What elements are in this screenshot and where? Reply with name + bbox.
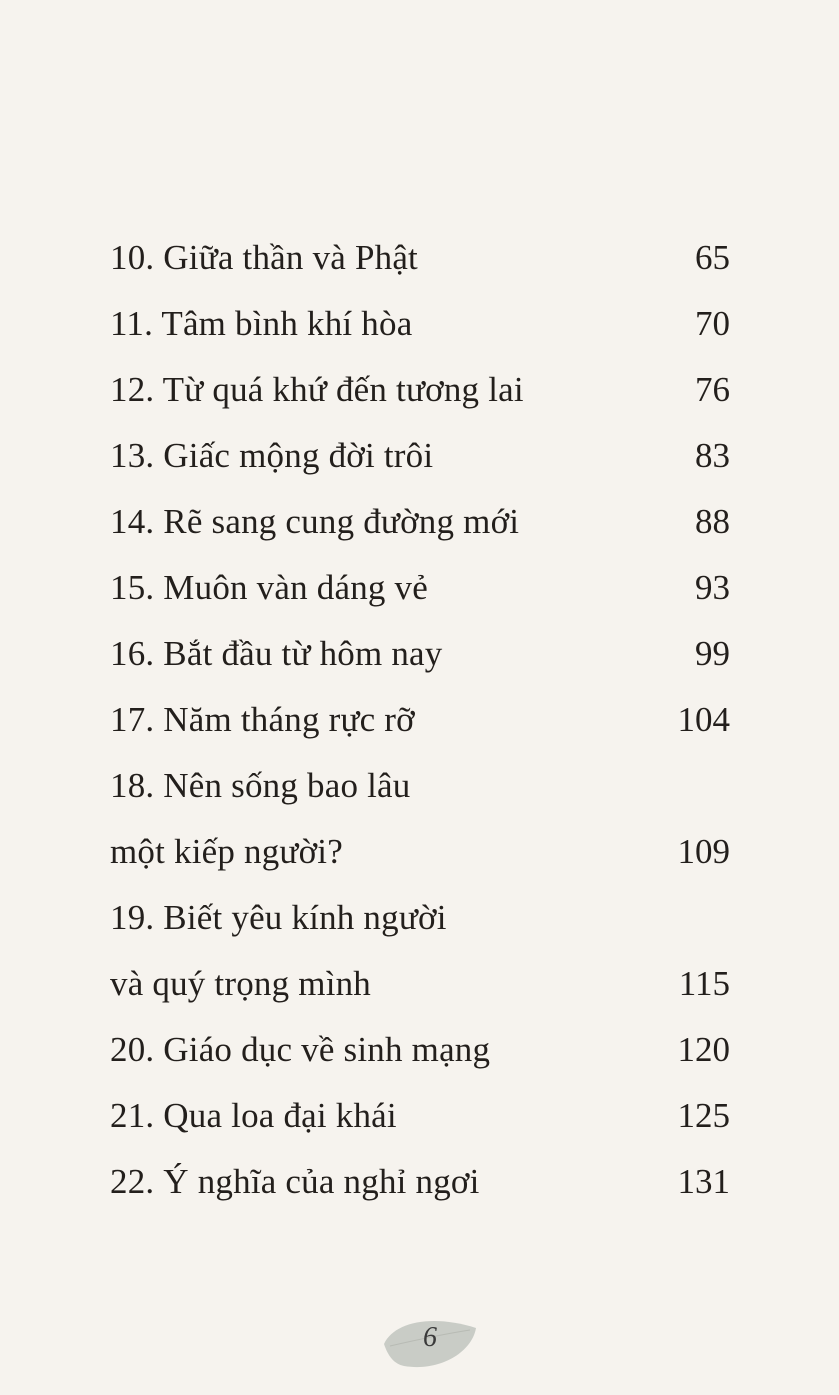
toc-entry-page: 125	[677, 1096, 730, 1135]
toc-entry-title: 13. Giấc mộng đời trôi	[110, 436, 434, 475]
toc-entry	[110, 621, 730, 687]
toc-entry-title: 20. Giáo dục về sinh mạng	[110, 1030, 491, 1069]
toc-entry	[110, 885, 730, 1017]
toc-entry-title: 15. Muôn vàn dáng vẻ	[110, 568, 428, 607]
toc-entry	[110, 1083, 730, 1149]
toc-entry-title: 11. Tâm bình khí hòa	[110, 304, 413, 343]
toc-entry-page: 115	[678, 964, 730, 1003]
toc-entry	[110, 753, 730, 885]
toc-entry-title: 16. Bắt đầu từ hôm nay	[110, 634, 443, 673]
toc-entry	[110, 225, 730, 291]
toc-entry	[110, 291, 730, 357]
toc-entry-title: 10. Giữa thần và Phật	[110, 238, 418, 277]
toc-entry-page: 88	[695, 502, 730, 541]
toc-entry-page: 70	[695, 304, 730, 343]
toc-entry-title: 12. Từ quá khứ đến tương lai	[110, 370, 524, 409]
toc-entry-title: 18. Nên sống bao lâu một kiếp người?	[110, 766, 411, 871]
toc-entry-page: 76	[695, 370, 730, 409]
toc-entry-page: 93	[695, 568, 730, 607]
toc-entry	[110, 489, 730, 555]
toc-entry-page: 65	[695, 238, 730, 277]
toc-entry-title: 19. Biết yêu kính người và quý trọng mình	[110, 898, 447, 1003]
page-number: 6	[423, 1322, 437, 1353]
toc-entry-page: 83	[695, 436, 730, 475]
page-number-ornament	[380, 1314, 480, 1372]
toc-entry-page: 131	[677, 1162, 730, 1201]
toc-entry	[110, 357, 730, 423]
toc-entry	[110, 555, 730, 621]
toc-entry	[110, 1149, 730, 1215]
toc-entry-page: 99	[695, 634, 730, 673]
toc-entry-title: 17. Năm tháng rực rỡ	[110, 700, 415, 739]
toc-entry	[110, 423, 730, 489]
toc-entry-page: 109	[677, 832, 730, 871]
toc-entry-page: 120	[677, 1030, 730, 1069]
toc-entry-title: 21. Qua loa đại khái	[110, 1096, 397, 1135]
table-of-contents	[110, 225, 730, 1215]
toc-entry-title: 14. Rẽ sang cung đường mới	[110, 502, 520, 541]
toc-entry	[110, 687, 730, 753]
toc-entry-page: 104	[677, 700, 730, 739]
toc-entry	[110, 1017, 730, 1083]
toc-entry-title: 22. Ý nghĩa của nghỉ ngơi	[110, 1162, 480, 1201]
